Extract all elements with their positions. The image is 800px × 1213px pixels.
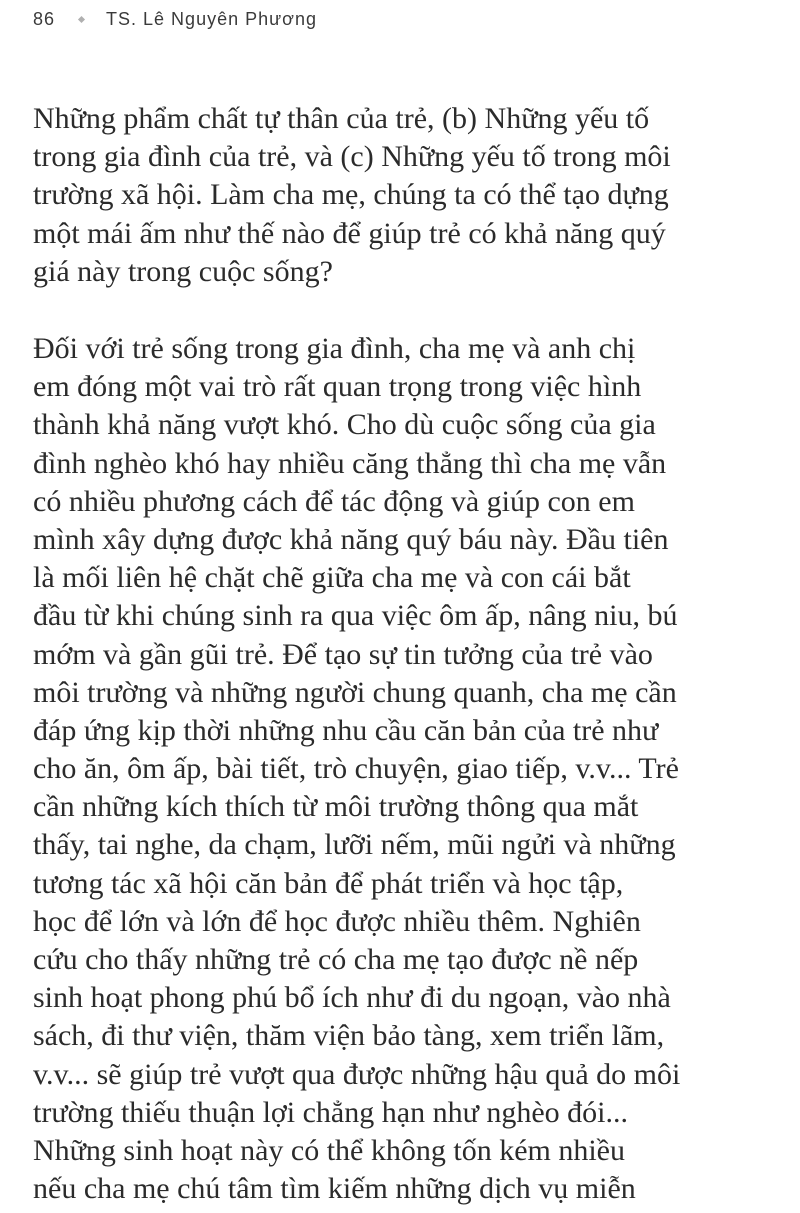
text-line: nếu cha mẹ chú tâm tìm kiếm những dịch vụ miễn [33, 1172, 636, 1206]
paragraph-2 [33, 330, 753, 1208]
author-name: TS. Lê Nguyên Phương [106, 8, 317, 29]
text-line: sách, đi thư viện, thăm viện bảo tàng, xem triển lãm, [33, 1019, 665, 1053]
text-line: cho ăn, ôm ấp, bài tiết, trò chuyện, giao tiếp, v.v... Trẻ [33, 752, 679, 786]
text-line: đình nghèo khó hay nhiều căng thẳng thì cha mẹ vẫn [33, 446, 667, 480]
text-line: cần những kích thích từ môi trường thông qua mắt [33, 790, 639, 824]
text-line: tương tác xã hội căn bản để phát triển và học tập, [33, 866, 624, 900]
text-line: học để lớn và lớn để học được nhiều thêm. Nghiên [33, 904, 641, 938]
running-header [33, 6, 317, 32]
text-line: Những phẩm chất tự thân của trẻ, (b) Những yếu tố [33, 102, 650, 135]
text-line: thành khả năng vượt khó. Cho dù cuộc sống của gia [33, 408, 656, 442]
paragraph-1 [33, 100, 753, 291]
text-line: Những sinh hoạt này có thể không tốn kém nhiều [33, 1133, 626, 1167]
text-line: mớm và gần gũi trẻ. Để tạo sự tin tưởng của trẻ vào [33, 637, 653, 671]
text-line: giá này trong cuộc sống? [33, 254, 333, 288]
text-line: cứu cho thấy những trẻ có cha mẹ tạo được nề nếp [33, 943, 639, 976]
text-line: trường thiếu thuận lợi chẳng hạn như nghèo đói... [33, 1095, 628, 1129]
text-line: là mối liên hệ chặt chẽ giữa cha mẹ và con cái bắt [33, 561, 631, 595]
text-line: v.v... sẽ giúp trẻ vượt qua được những hậu quả do môi [33, 1057, 681, 1091]
diamond-bullet-icon [78, 15, 85, 22]
text-line: một mái ấm như thế nào để giúp trẻ có khả năng quý [33, 216, 666, 250]
text-line: đầu từ khi chúng sinh ra qua việc ôm ấp, nâng niu, bú [33, 599, 678, 633]
text-line: có nhiều phương cách để tác động và giúp con em [33, 484, 635, 518]
text-line: trường xã hội. Làm cha mẹ, chúng ta có thể tạo dựng [33, 178, 669, 212]
text-line: sinh hoạt phong phú bổ ích như đi du ngoạn, vào nhà [33, 981, 671, 1015]
page-number: 86 [33, 8, 56, 29]
text-line: thấy, tai nghe, da chạm, lưỡi nếm, mũi ngửi và những [33, 828, 676, 862]
text-line: em đóng một vai trò rất quan trọng trong việc hình [33, 370, 642, 404]
text-line: trong gia đình của trẻ, và (c) Những yếu tố trong môi [33, 140, 671, 174]
text-line: môi trường và những người chung quanh, cha mẹ cần [33, 675, 677, 709]
text-line: đáp ứng kịp thời những nhu cầu căn bản của trẻ như [33, 713, 659, 747]
text-line: mình xây dựng được khả năng quý báu này. Đầu tiên [33, 522, 669, 556]
text-line: Đối với trẻ sống trong gia đình, cha mẹ và anh chị [33, 332, 636, 365]
